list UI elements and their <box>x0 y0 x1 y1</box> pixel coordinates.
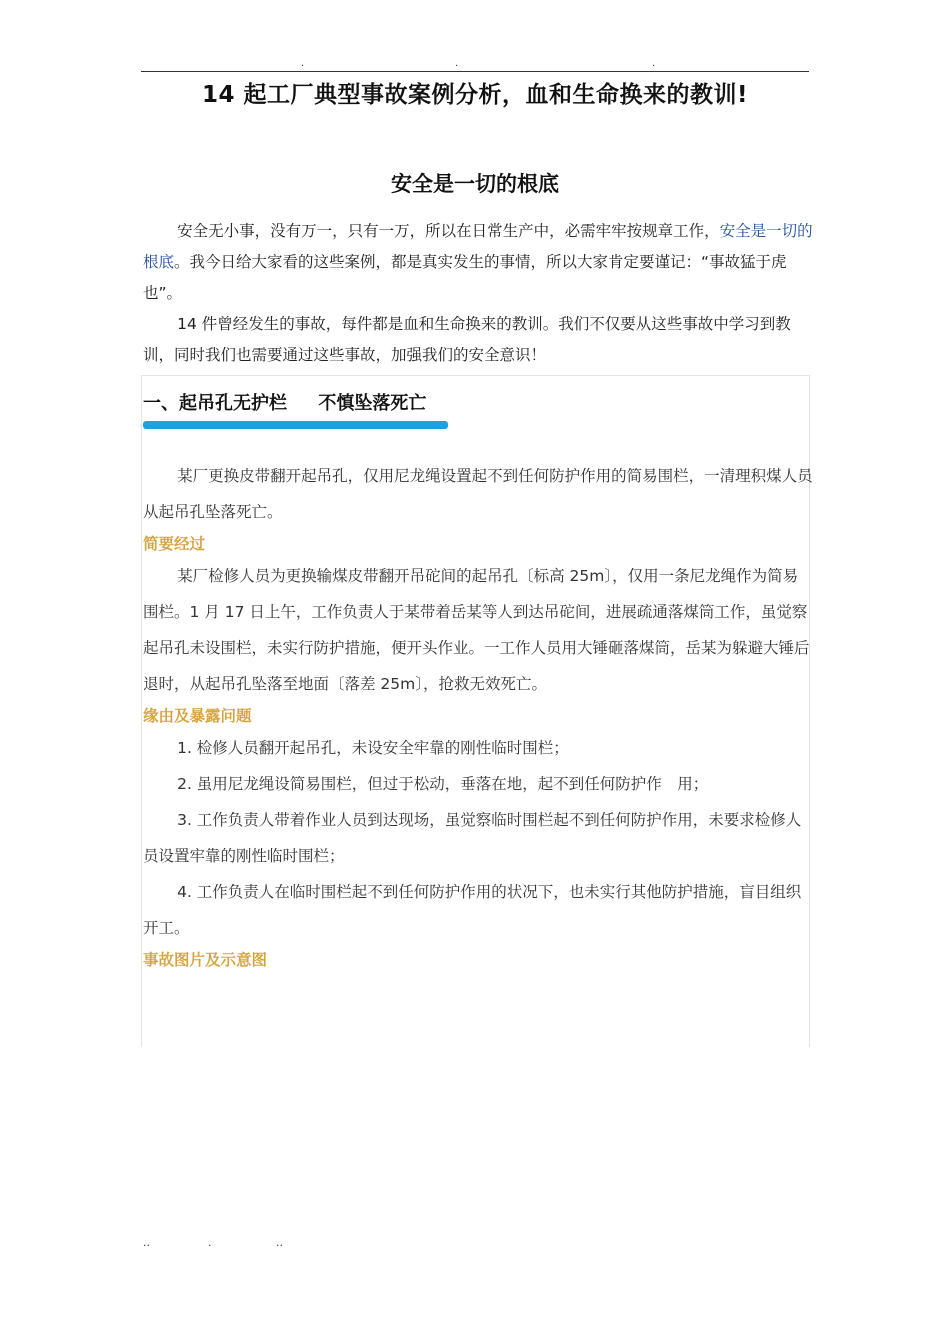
safety-link[interactable]: 安全是一切的根底 <box>143 222 813 271</box>
list-item: 1. 检修人员翻开起吊孔，未设安全牢靠的刚性临时围栏； <box>177 739 569 757</box>
section-title: 一、起吊孔无护栏 不慎坠落死亡 <box>143 393 427 414</box>
causes-list <box>143 730 813 946</box>
header-dot: . <box>652 58 656 69</box>
footer-dot: .. <box>276 1236 283 1249</box>
list-item: 4. 工作负责人在临时围栏起不到任何防护作用的状况下，也未实行其他防护措施，盲目组织开工。 <box>143 883 802 937</box>
process-heading: 简要经过 <box>143 535 206 553</box>
intro-paragraph-2: 14 件曾经发生的事故，每件都是血和生命换来的教训。我们不仅要从这些事故中学习到教训，同时我们也需要通过这些事故，加强我们的安全意识！ <box>143 315 791 364</box>
intro-text: 。我今日给大家看的这些案例，都是真实发生的事情，所以大家肯定要谨记：“事故猛于虎也”。 <box>143 253 787 302</box>
case-summary: 某厂更换皮带翻开起吊孔，仅用尼龙绳设置起不到任何防护作用的简易围栏，一清理积煤人员从起吊孔坠落死亡。 <box>143 467 813 521</box>
case-process: 某厂检修人员为更换输煤皮带翻开吊砣间的起吊孔〔标高 25m〕，仅用一条尼龙绳作为简易围栏。1 月 17 日上午，工作负责人于某带着岳某等人到达吊砣间，进展疏通落煤筒工作，虽觉察起吊孔未设围栏，未实行防护措施，便开头作业。一工作人员用大锤砸落煤筒，岳某为躲避大锤后退时，从起吊孔坠落至地面〔落差 25m〕，抢救无效死亡。 <box>143 567 810 693</box>
document-title: 14 起工厂典型事故案例分析，血和生命换来的教训! <box>201 82 748 108</box>
intro <box>143 216 818 371</box>
footer-dot: .. <box>143 1236 150 1249</box>
images-heading: 事故图片及示意图 <box>143 951 268 969</box>
causes-heading: 缘由及暴露问题 <box>143 707 252 725</box>
header-rule <box>141 71 809 72</box>
intro-text: 安全无小事，没有万一，只有一万，所以在日常生产中，必需牢牢按规章工作， <box>177 222 720 240</box>
section-body <box>143 458 813 974</box>
footer-dot: . <box>208 1236 212 1249</box>
header-dot: . <box>455 58 459 69</box>
header-dots <box>0 58 950 70</box>
header-dot: . <box>301 58 305 69</box>
list-item: 2. 虽用尼龙绳设简易围栏，但过于松动，垂落在地，起不到任何防护作 用； <box>177 775 709 793</box>
intro-paragraph-1 <box>143 216 818 309</box>
list-item: 3. 工作负责人带着作业人员到达现场，虽觉察临时围栏起不到任何防护作用，未要求检修人员设置牢靠的刚性临时围栏； <box>143 811 802 865</box>
section-underline-bar <box>143 421 448 429</box>
document-subtitle: 安全是一切的根底 <box>391 172 559 196</box>
